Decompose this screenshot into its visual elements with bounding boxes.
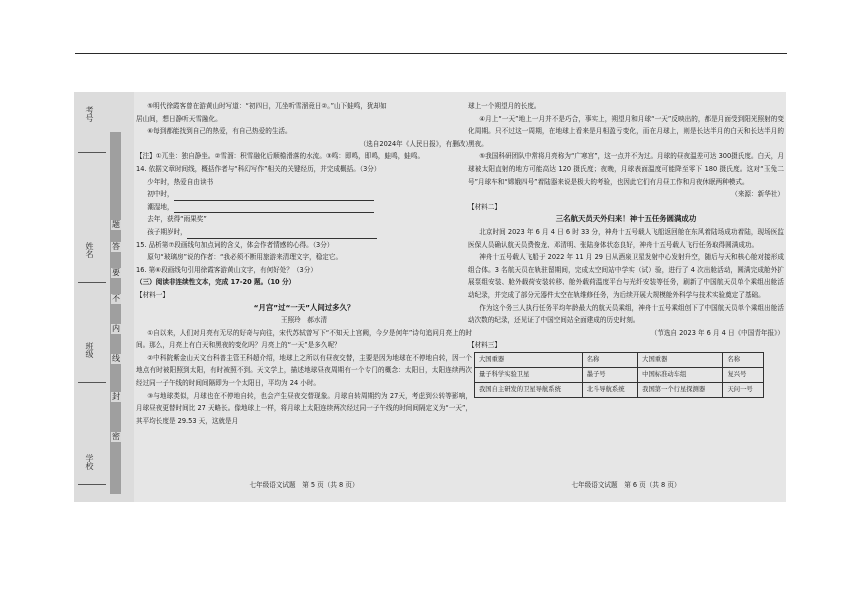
table-cell: 复兴号	[723, 367, 764, 382]
seal-char: 答	[112, 242, 120, 251]
table-header-cell: 名称	[582, 352, 637, 367]
school-label: 学校	[85, 454, 94, 470]
seal-char: 内	[112, 324, 120, 333]
material-2-paragraph: 北京时间 2023 年 6 月 4 日 6 时 33 分，神舟十五号载人飞船返回舱在东风着陆场成功着陆，现场医监医保人员确认航天员费俊龙、邓清明、张陆身体状态良好，神舟十五号载人飞行任务取得圆满成功。	[468, 227, 784, 249]
table-cell: 墨子号	[582, 367, 637, 382]
answer-blank[interactable]	[174, 203, 374, 213]
timeline-line: 去年，获得“雨果奖”	[147, 215, 207, 224]
question-14: 14. 依据文章时间线，概括作者与“科幻写作”相关的关键经历，并完成概括。（3分）	[136, 164, 381, 173]
article-paragraph: 球上一个朔望月的长度。	[468, 102, 541, 110]
class-label: 班级	[85, 342, 94, 358]
article-paragraph: ⑤我国科研团队中常将月亮称为“广寒宫”，这一点并不为过。月球的昼夜温差可达 300摄氏度。白天，月球被太阳直射的地方可能高达 120 摄氏度；夜晚，月球表面温度可能降至零下 180 摄氏度。这对“玉兔二号”月球车和“嫦娥四号”着陆器来说是极大的考验，也因此它们有月昼工作和月夜休眠两种模式。	[468, 152, 784, 186]
note-line: 【注】①兀坐：独自静坐。②雪溜：积雪融化后顺檐滑落的水流。③鸣：即鸣，即鸣，蛙鸣，蛙鸣。	[136, 152, 425, 161]
seal-char: 题	[112, 220, 120, 229]
article-author: 王照玲 郝水清	[280, 316, 328, 325]
text-line: 居山间，想日静听天雪融化。	[136, 114, 222, 123]
source-line: （节选自 2023 年 6 月 4 日《中国青年报》）	[650, 328, 784, 337]
seal-char: 要	[112, 268, 120, 277]
binding-strip	[74, 92, 134, 502]
material-2-title: 三名航天员天外归来！神十五任务圆满成功	[555, 214, 697, 224]
text-line: ⑥每到都能找到自己的热爱，有自己热爱的生活。	[147, 127, 292, 136]
material-1-label: 【材料一】	[136, 290, 169, 299]
question-15-text: 原句“玻璃房”说的作者：“我必须不断用旅游来清理文字，稳定它。	[147, 253, 343, 262]
seal-char: 密	[112, 432, 120, 441]
article-title: “月宫”过“一天”人间过多久？	[253, 302, 355, 312]
table-cell: 量子科学实验卫星	[475, 367, 583, 382]
page-footer: 七年级语文试题 第 5 页（共 8 页）	[249, 481, 359, 490]
article-paragraph: ③与地球类似，月球也在不停地自转，也会产生昼夜交替现象。月球自转周期约为 27天，考虑到公转等影响，月球昼夜更替时间比 27 天略长。像地球上一样，将月球上太阳连续两次经过同一子午线的时间间隔定义为“一天”，其平均长度是 29.53 天，这就是月	[136, 391, 472, 425]
source-line: （来源：新华社）	[731, 190, 784, 199]
left-page	[136, 92, 472, 502]
table-cell: 北斗导航系统	[582, 382, 637, 397]
table-header-cell: 大国重器	[475, 352, 583, 367]
name-label: 姓名	[85, 242, 94, 258]
table-row	[475, 367, 764, 382]
page-footer: 七年级语文试题 第 6 页（共 8 页）	[571, 481, 681, 490]
table-header-cell: 大国重器	[638, 352, 723, 367]
seal-char: 线	[112, 354, 120, 363]
table-cell: 我国第一个行星探测器	[638, 382, 723, 397]
article-paragraph: ②中科院紫金山天文台科普主管王科超介绍，地球上之所以有昼夜交替，主要是因为地球在不停地自转，因一个地点有时被阳照到太阳，有时被照不到。天文学上，描述地球昼夜周期有一个专门的概念：太阳日，太阳连续两次经过同一子午线的时间间隔即为一个太阳日，平均为 24 小时。	[136, 353, 472, 388]
seal-char: 封	[112, 392, 120, 401]
right-page	[468, 92, 784, 502]
material-2-paragraph: 神舟十五号载人飞船于 2022 年 11 月 29 日从酒泉卫星发射中心发射升空，随后与天和核心舱对接形成组合体。3 名航天员在轨驻留期间，完成太空间站中学实（试）验，进行了 4 次出舱活动，圆满完成舱外扩展泵组安装、舱外载荷安装转移、舱外载荷温度平台与光纤安装等任务，刷新了中国航天员单个乘组出舱活动纪录，并完成了部分元器件太空在轨维修任务，为后续开展大规模舱外科学与技术实验奠定了基础。	[468, 253, 784, 299]
table-cell: 我国自主研发的卫星导航系统	[475, 382, 583, 397]
table-row	[475, 382, 764, 397]
section-3-heading: （三）阅读非连续性文本，完成 17-20 题。（10 分）	[136, 278, 296, 287]
article-paragraph: ④月上“一天”地上一月并不是巧合，事实上，朔望月和月球“一天”反映出的，都是月面受到阳光照射的变化周期。只不过这一周期，在地球上看来是月相盈亏变化，而在月球上，则是长达半月的白天和长达半月的黑夜。	[468, 114, 784, 148]
source-line: （选自2024年《人民日报》，有删改）	[359, 139, 472, 148]
table-header-row	[475, 352, 764, 367]
timeline-line: 潮湿地，	[147, 202, 174, 211]
table-cell: 天问一号	[723, 382, 764, 397]
material-3-table	[474, 352, 764, 398]
question-16: 16. 第⑥段画线句引用徐霞客游黄山文字，有何好处？（3分）	[136, 265, 317, 274]
timeline-line: 孩子期岁时，	[147, 227, 187, 236]
material-3-label: 【材料三】	[468, 341, 501, 350]
exam-no-label: 考号	[85, 106, 94, 122]
article-paragraph: ①自以来，人们对月亮有无尽的好奇与向往，宋代苏轼曾写下“不知天上宫阙，今夕是何年”诗句追问月亮上的时间。那么，月亮上有白天和黑夜的变化吗？月亮上的“一天”是多久呢？	[136, 328, 472, 350]
text-line: ⑤明代徐霞客曾在游黄山时写道：“初四日，兀坐听雪溜竟日②。”山下蛙鸣，犹却如	[147, 102, 387, 110]
seal-char: 不	[112, 294, 120, 303]
timeline-line: 初中时，	[147, 190, 174, 199]
answer-blank[interactable]	[174, 191, 374, 201]
question-15: 15. 品析第⑦段画线句加点词的含义，体会作者情感的心得。（3分）	[136, 240, 334, 249]
material-2-label: 【材料二】	[468, 202, 501, 211]
answer-blank[interactable]	[187, 229, 377, 239]
exam-sheet	[74, 92, 786, 502]
table-header-cell: 名称	[723, 352, 764, 367]
timeline-line: 少年时，热爱自由读书	[147, 177, 214, 186]
table-cell: 中国标准动车组	[638, 367, 723, 382]
page-top-rule	[75, 53, 787, 54]
material-2-paragraph: 作为这个务三人执行任务平均年龄最大的航天员乘组，神舟十五号乘组创下了中国航天员单个乘组出舱活动次数的纪录，还见证了中国空间站全面建成的历史时刻。	[468, 303, 784, 325]
